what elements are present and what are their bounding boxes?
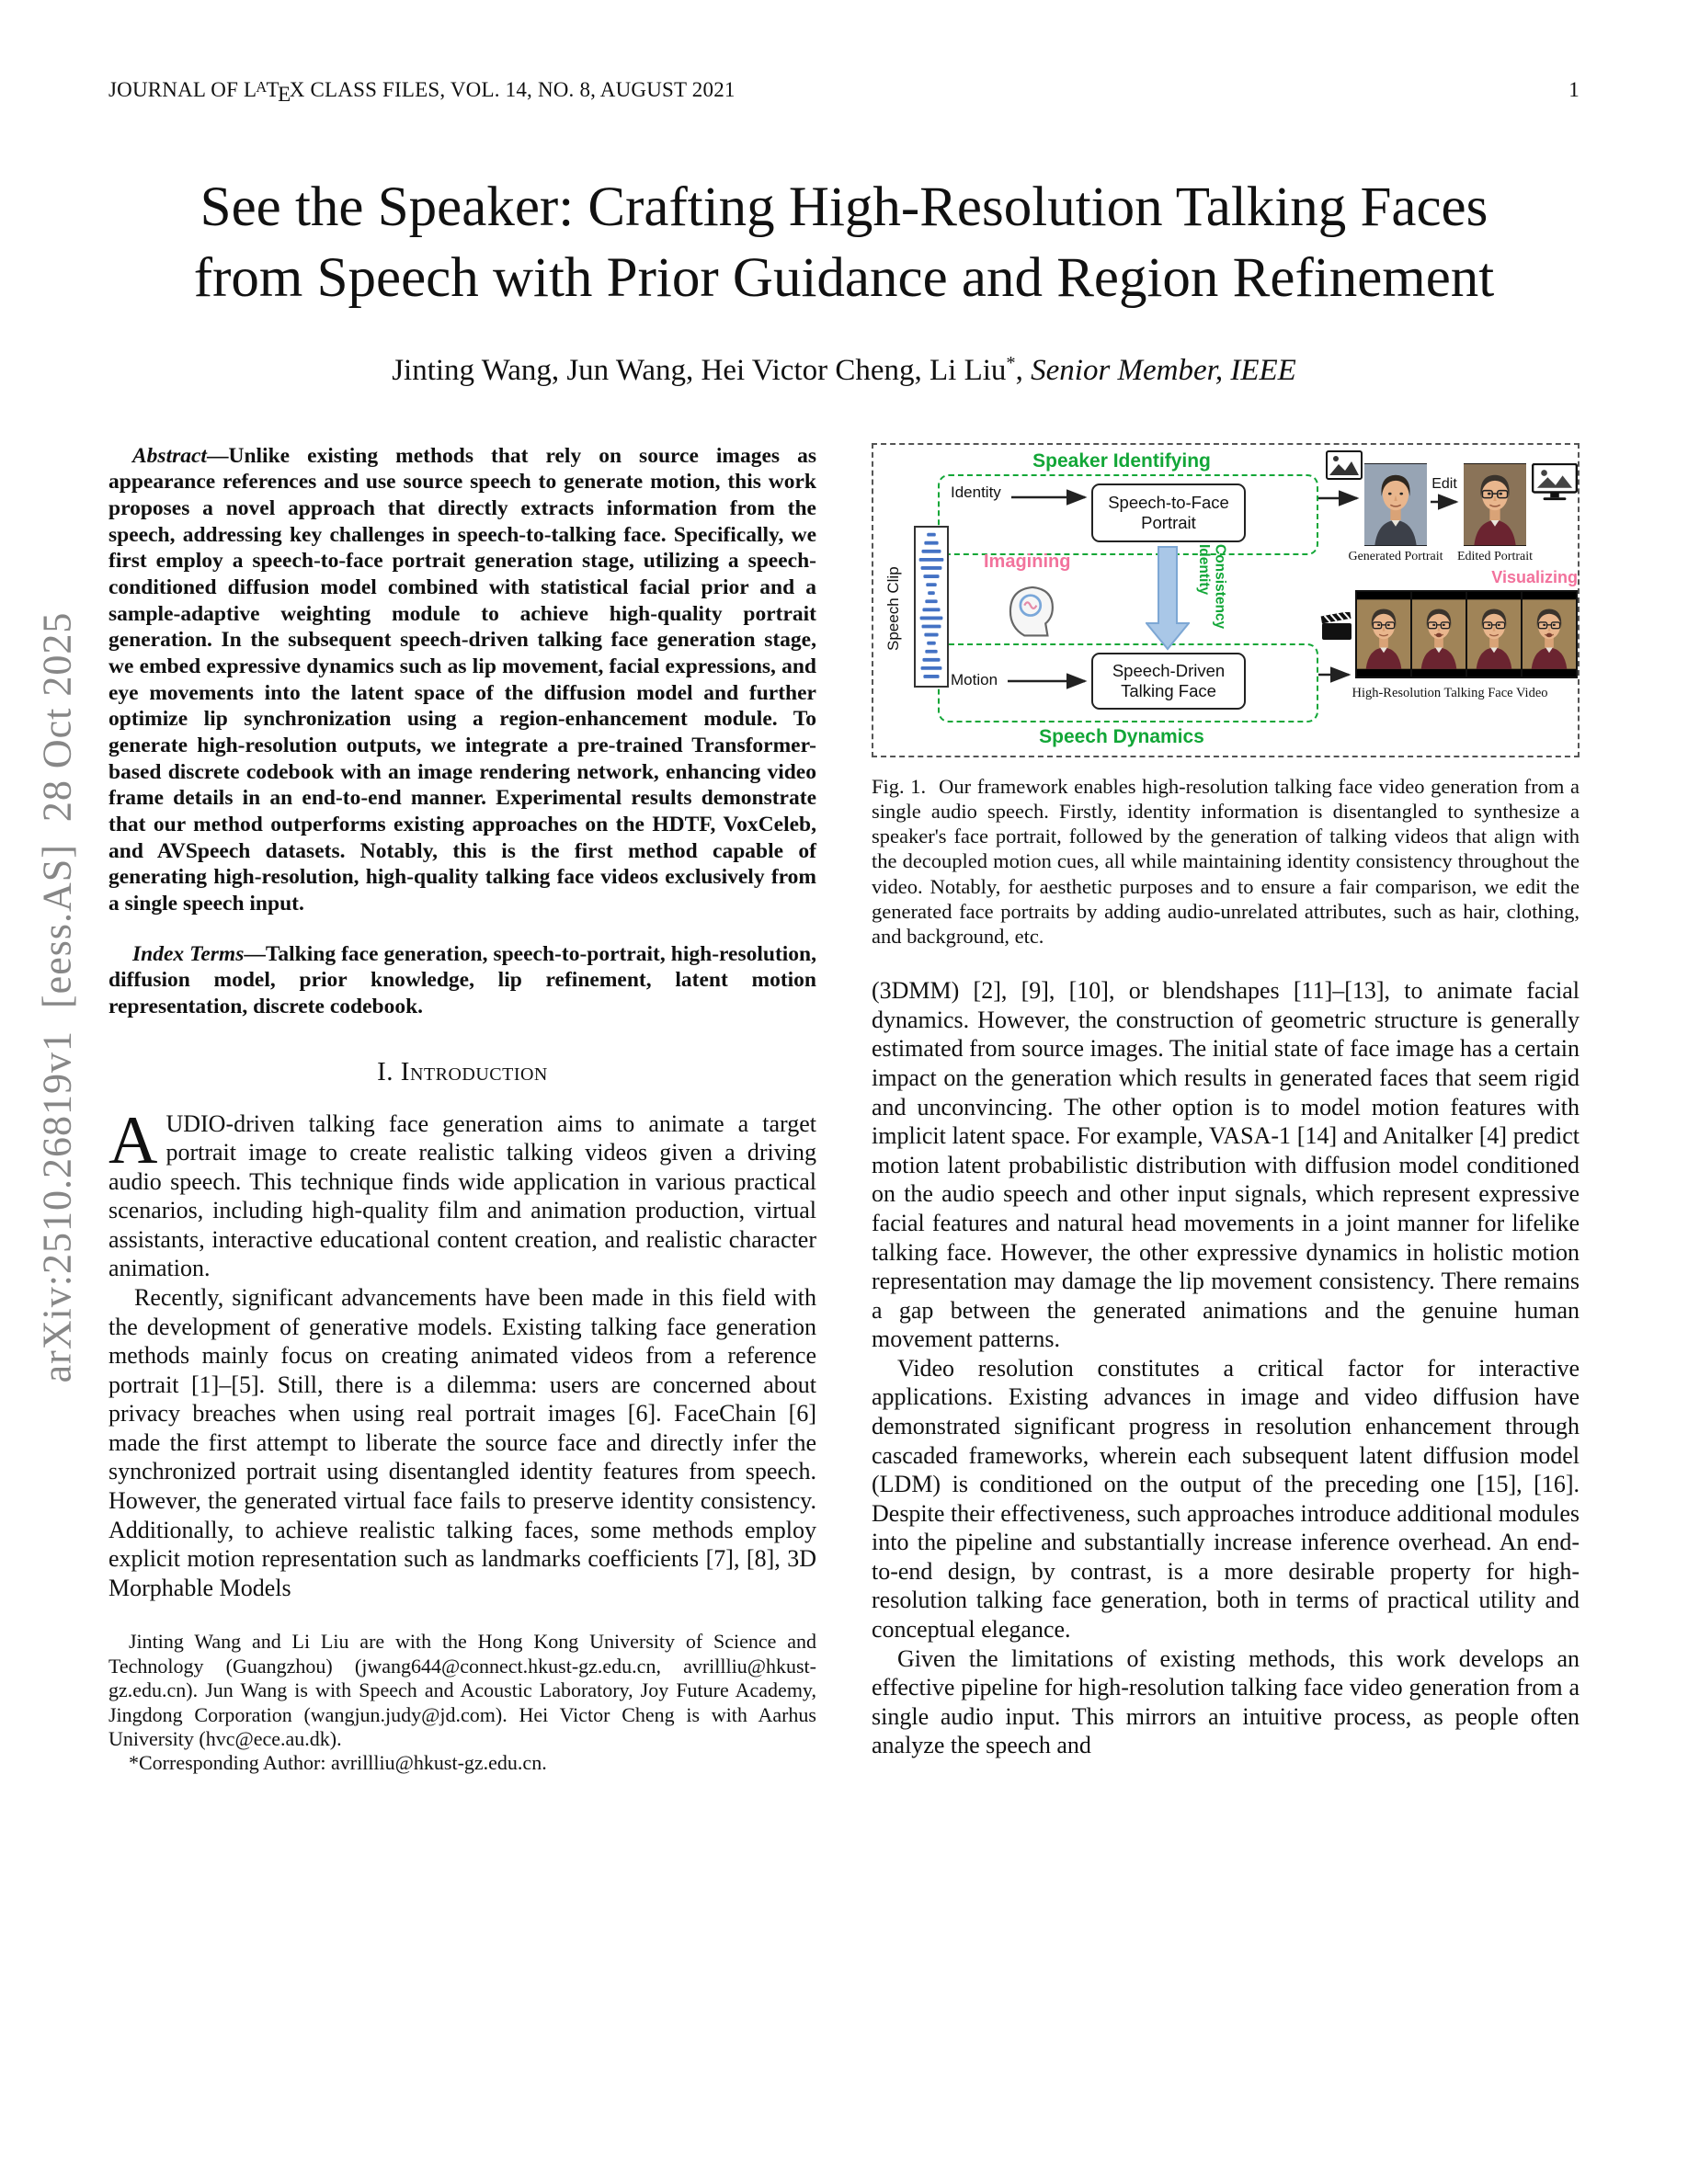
edited-portrait-image xyxy=(1464,463,1526,546)
abstract xyxy=(108,443,816,917)
index-terms xyxy=(108,941,816,1020)
video-frame xyxy=(1467,592,1521,677)
video-frame xyxy=(1523,592,1576,677)
author-membership: Senior Member, IEEE xyxy=(1031,353,1296,387)
identity-label: Identity xyxy=(951,483,1001,501)
right-column xyxy=(872,443,1580,1776)
index-terms-label: Index Terms xyxy=(132,941,245,966)
speech-dynamics-label: Speech Dynamics xyxy=(1039,725,1204,747)
speech-driven-talking-face-box: Speech-Driven Talking Face xyxy=(1091,653,1246,710)
monitor-icon xyxy=(1532,463,1578,506)
imagining-head-icon xyxy=(1000,577,1065,642)
figure-1-caption-text: Our framework enables high-resolution talking face video generation from a single audio speech. Firstly, identity information is disentangled to synthesize a speaker's face portrait, followed by the generation of talking videos that align with the decoupled motion cues, all while maintaining identity consistency throughout the video. Notably, for aesthetic purposes and to ensure a fair comparison, we edit the generated face portraits by adding audio-unrelated attributes, such as hair, clothing, and background, etc. xyxy=(872,774,1580,949)
clapperboard-icon xyxy=(1320,612,1353,646)
identity-consistency-arrow xyxy=(1146,546,1190,651)
paper-title: See the Speaker: Crafting High-Resolution Talking Faces from Speech with Prior Guidance and Region Refinement xyxy=(193,176,1495,309)
author-line: Jinting Wang, Jun Wang, Hei Victor Cheng, Li Liu*, Senior Member, IEEE xyxy=(392,352,1296,387)
arxiv-stamp: arXiv:2510.26819v1 [eess.AS] 28 Oct 2025 xyxy=(34,611,80,1383)
body-paragraph-3dmm: (3DMM) [2], [9], [10], or blendshapes [11]–[13], to animate facial dynamics. However, the construction of geometric structure is generally estimated from source images. The initial state of face image has a certain impact on the generation which results in generated faces that seem rigid and unconvincing. The other option is to model motion features with implicit latent space. For example, VASA-1 [14] and Anitalker [4] predict motion latent probabilistic distribution with diffusion model conditioned on the audio speech and other input signals, which represent expressive facial features and natural head movements in a joint manner for lifelike talking face. However, the other expressive dynamics in holistic motion representation may damage the lip movement consistency. There remains a gap between the generated animations and the genuine human movement patterns. xyxy=(872,977,1580,1353)
author-footnote xyxy=(108,1630,816,1775)
video-caption: High-Resolution Talking Face Video xyxy=(1352,685,1548,700)
running-header xyxy=(108,78,1580,107)
abstract-label: Abstract xyxy=(132,443,207,468)
corresponding-asterisk: * xyxy=(1006,352,1016,373)
video-frame xyxy=(1357,592,1410,677)
figure-1-diagram xyxy=(872,443,1580,757)
abstract-text: —Unlike existing methods that rely on source images as appearance references and use source speech to generate motion, this work proposes a novel approach that directly extracts information from the speech, addressing key challenges in speech-to-talking face. Specifically, we first employ a speech-to-face portrait generation stage, utilizing a speech-conditioned diffusion model combined with statistical facial prior and a sample-adaptive weighting module to achieve high-quality portrait generation. In the subsequent speech-driven talking face generation stage, we embed expressive dynamics such as lip movement, facial expressions, and eye movements into the latent space of the diffusion model and further optimize lip synchronization using a region-enhancement module. To generate high-resolution outputs, we integrate a pre-trained Transformer-based discrete codebook with an image rendering network, enhancing video frame details in an end-to-end manner. Experimental results demonstrate that our method outperforms existing approaches on the HDTF, VoxCeleb, and AVSpeech datasets. Notably, this is the first method capable of generating high-resolution, high-quality talking face videos exclusively from a single speech input. xyxy=(108,443,816,916)
body-paragraph-video-resolution: Video resolution constitutes a critical factor for interactive applications. Existing advances in image and video diffusion have demonstrated significant progress in resolution enhancement through cascaded frameworks, wherein each subsequent latent diffusion model (LDM) is conditioned on the output of the preceding one [15], [16]. Despite their effectiveness, such approaches introduce additional modules into the pipeline and substantially increase inference overhead. An end-to-end design, by contrast, is a more desirable property for high-resolution talking face generation, both in terms of practical utility and conceptual elegance. xyxy=(872,1354,1580,1644)
section-heading-introduction: I. Introduction xyxy=(377,1056,548,1086)
video-frame xyxy=(1412,592,1466,677)
figure-1-caption-label: Fig. 1. xyxy=(872,774,927,798)
motion-label: Motion xyxy=(951,670,998,688)
intro-paragraph-1: AUDIO-driven talking face generation aims to animate a target portrait image to create realistic talking videos given a driving audio speech. This technique finds wide application in various practical scenarios, including high-quality film and animation production, virtual assistants, interactive educational content creation, and realistic character animation. xyxy=(108,1102,816,1282)
body-paragraph-given-limitations: Given the limitations of existing methods, this work develops an effective pipeline for high-resolution talking face video generation from a single audio input. This mirrors an intuitive process, as people often analyze the speech and xyxy=(872,1644,1580,1759)
visualizing-label: Visualizing xyxy=(1491,567,1578,586)
generated-portrait-image xyxy=(1364,463,1427,546)
edited-portrait-caption: Edited Portrait xyxy=(1456,549,1534,563)
dropcap-letter: A xyxy=(108,1102,158,1178)
speech-to-face-portrait-box: Speech-to-Face Portrait xyxy=(1091,483,1246,542)
edit-label: Edit xyxy=(1431,475,1457,492)
speaker-identifying-label: Speaker Identifying xyxy=(1032,449,1211,472)
left-column xyxy=(108,443,816,1776)
corresponding-footnote: *Corresponding Author: avrillliu@hkust-gz.edu.cn. xyxy=(129,1751,547,1775)
talking-face-video-strip xyxy=(1355,590,1578,678)
identity-consistency-label: Identity Consistency xyxy=(1195,543,1228,629)
imagining-label: Imagining xyxy=(984,551,1071,572)
generated-portrait-caption: Generated Portrait xyxy=(1348,549,1443,563)
intro-paragraph-2: Recently, significant advancements have been made in this field with the development of generative models. Existing talking face generation methods mainly focus on creating animated videos from a reference portrait [1]–[5]. Still, there is a dilemma: users are concerned about privacy breaches when using real portrait images [6]. FaceChain [6] made the first attempt to liberate the source face and directly infer the synchronized portrait using disentangled identity features from speech. However, the generated virtual face fails to preserve identity consistency. Additionally, to achieve realistic talking faces, some methods employ explicit motion representation such as landmarks coefficients [7], [8], 3D Morphable Models xyxy=(108,1284,816,1601)
waveform-icon xyxy=(916,528,947,686)
figure-1 xyxy=(872,443,1580,950)
two-column-body xyxy=(108,443,1580,1776)
figure-1-caption xyxy=(872,774,1580,950)
index-terms-text: —Talking face generation, speech-to-portrait, high-resolution, diffusion model, prior knowledge, lip refinement, latent motion representation, discrete codebook. xyxy=(108,941,816,1018)
picture-icon xyxy=(1326,450,1363,484)
affiliation-footnote: Jinting Wang and Li Liu are with the Hong Kong University of Science and Technology (Guangzhou) (jwang644@connect.hkust-gz.edu.cn, avrillliu@hkust-gz.edu.cn). Jun Wang is with Speech and Acoustic Laboratory, Joy Future Academy, Jingdong Corporation (wangjun.judy@jd.com). Hei Victor Cheng is with Aarhus University (hvc@ece.au.dk). xyxy=(108,1630,816,1750)
speech-waveform xyxy=(914,526,949,688)
page-number: 1 xyxy=(1568,78,1580,101)
author-names: Jinting Wang, Jun Wang, Hei Victor Cheng, Li Liu xyxy=(392,353,1007,387)
speech-clip-label: Speech Clip xyxy=(884,565,902,651)
journal-line: JOURNAL OF $L^ATEX$ CLASS FILES, VOL. 14, NO. 8, AUGUST 2021 xyxy=(108,78,736,107)
